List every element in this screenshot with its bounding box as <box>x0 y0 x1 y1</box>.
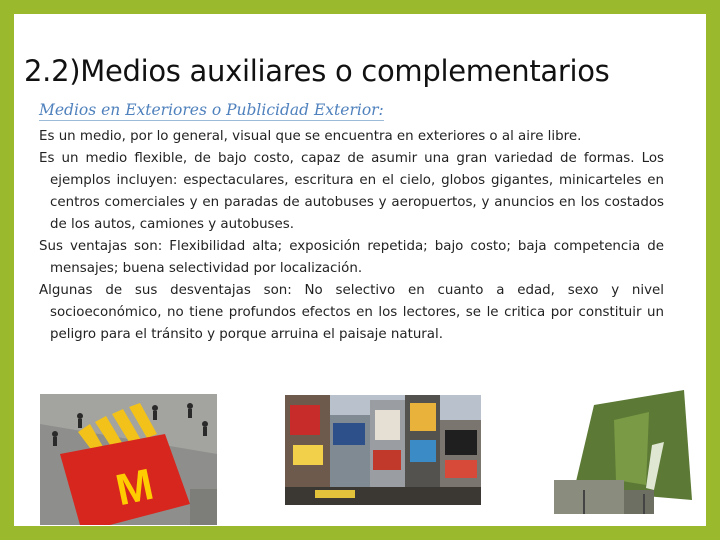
paragraph-examples: Es un medio flexible, de bajo costo, capaz de asumir una gran variedad de formas. Los ejemplos incluyen: espectaculares, escritura en el cielo, globos gigantes, minicarteles en centros comerciales y en paradas de autobuses y aeropuertos, y anuncios en los costados de los autos, camiones y autobuses. <box>39 151 664 232</box>
paragraph-definition: Es un medio, por lo general, visual que se encuentra en exteriores o al aire libre. <box>39 129 582 144</box>
slide-body <box>39 126 664 346</box>
slide-title: 2.2)Medios auxiliares o complementarios <box>24 54 610 88</box>
paragraph-disadvantages: Algunas de sus desventajas son: No selectivo en cuanto a edad, sexo y nivel socioeconómico, no tiene profundos efectos en los lectores, se le critica por constituir un peligro para el tránsito y porque arruina el paisaje natural. <box>39 283 664 342</box>
paragraph-advantages: Sus ventajas son: Flexibilidad alta; exposición repetida; bajo costo; baja competencia de mensajes; buena selectividad por localización. <box>39 239 664 276</box>
green-billboard-photo <box>554 390 694 514</box>
times-square-billboards-photo <box>285 395 481 505</box>
slide-subtitle: Medios en Exteriores o Publicidad Exterior: <box>39 101 384 119</box>
mcdonalds-logo: M <box>111 459 158 516</box>
slide <box>14 14 706 526</box>
mcdonalds-crosswalk-photo <box>40 394 217 525</box>
